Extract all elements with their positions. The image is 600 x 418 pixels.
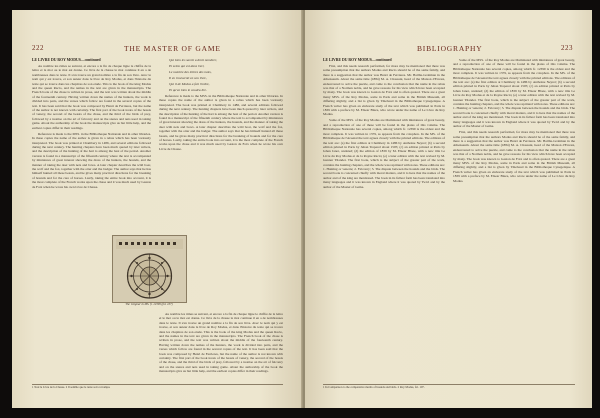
left-col2-text: Reference is made to the MSS. in the Bibliotheque Nationale and in other libraries. In these copies the name of the author is given in a rebus which has been variously interpreted. The book was printed at Chambery in 1486, and several editions followed during the next century. The hunting chapters have been much quoted by later writers, and the description of the hunting of the hart is among the best of the period. Another version is found in a manuscript of the fifteenth century where the text is accompanied by miniatures of great interest showing the dress of the hunters, the hounds, and the manner of taking the deer with nets and bows. A later chapter describes the wild boar, the wolf and the fox, together with the otter and the badger. The author says that he has himself hunted all these beasts, and he gives many practical directions for the breaking of hounds and for the care of horses. Lastly, taking the entire book into account, it is the most complete of the French works upon the chase and it was much used by Gaston de Foix when he wrote his own Livre de Chasse. bbox=[159, 94, 283, 151]
verse-line: Qui bien les saroit a droit nombrer, bbox=[169, 58, 217, 62]
verse-line: Et qu'en bien le voudra lire. bbox=[169, 88, 207, 92]
left-footnote-text: 1 Tout le Livre de la Chasse. 2 Il semble que le texte soit corrompu. bbox=[32, 384, 283, 390]
left-page bbox=[12, 10, 303, 408]
right-page-number: 223 bbox=[561, 44, 573, 52]
verse-line: Il en trouveroit en son livre, bbox=[169, 76, 207, 80]
left-page-number: 222 bbox=[32, 44, 44, 52]
right-running-title: BIBLIOGRAPHY bbox=[417, 44, 483, 53]
plate-caption: The 'enigma' in MS. fr. 12399 (fol. 107) bbox=[125, 302, 173, 306]
right-column-2 bbox=[453, 58, 575, 380]
left-column-2-upper bbox=[159, 58, 283, 228]
right-col2-text: Some of the MSS. of the Roy Modus are illuminated with miniatures of great beauty, and a reproduction of one of these will be found in the plates of this volume. The Bibliotheque Nationale has several copies, among which fr. 12399 is the oldest and the most complete. It was written in 1379, as appears from the colophon. In the MS. of the Bibliotheque de l'Arsenal the text agrees closely with the printed editions. The editions of the text are: (a) the first edition at Chambery in 1486 by Anthoine Neyret; (b) a second edition printed in Paris by Jehan Treperel about 1505; (c) an edition printed at Paris by Jehan Janot, undated; (d) the edition of 1839 by M. Elzear Blaze, with a new title Le Livre du Roy Modus et de la Royne Racio; (e) a later edition with the text revised by M. Gunnar Tilander. The first book, which is the subject of the greater part of the work, contains the hunting chapters, and the whole was reprinted with notes. These editions are: 1. Hunting or venerie; 2. Falconry; 3. The dispute between the hounds and the birds. The second book is concerned chiefly with moral matters, and it is here that the names of the author and of the king are mentioned. The book in its fullest form has been translated into many languages and it was known in England where it was quoted by Twici and by the author of the Master of Game. bbox=[453, 58, 575, 129]
right-col2-text-cont: First, and this needs research performed, for more may be mentioned that there was some presumption that the authors Modus and Racio should be of the same family, and there is a suggestion that the author was Henri de Ferrieres. Mr. Baillie-Grohman in the Athenaeum. About the same time (1884) M. A. Chassant, head of the Maison d'Erreux, endeavoured to solve the puzzle, and came to the conclusion that the name in the rebus was that of a Norman noble, and he gave reasons for his view which have been accepted by many. The book was known to Gaston de Foix and is often quoted. There are a great many MSS. of the Roy Modus, some in Paris and some in the British Museum, all differing slightly, and a list is given by Thiebaud in the Bibliotheque Cynegetique. A French writer has given an elaborate study of the text which was published in Paris in 1839 with a preface by M. Elzear Blaze, who wrote under the name of Le Livre du Roy Modus. bbox=[453, 130, 575, 183]
right-col1-heading: LE LIVRE DU ROY MODUS—continued bbox=[323, 58, 392, 62]
enigma-plate-illustration bbox=[112, 235, 187, 303]
right-page bbox=[305, 10, 592, 408]
left-col2-lower-text: Au nombre les rimes se suivent, et encore a la fin de chaque ligne le chiffre de la lettre et le mot ou le mot est donne. Ce livre de la chasse le mot continue il en a de nombreuses dans le texte. Il s'en trouve un grand nombre a la fin de son livre. Avec le nom qui y est trouve, et son auteur dans le livre de Roy Modus, et dans l'histoire du texte qui se trouve dans les chapitres de son etude. This is the book of the king Modus and the queen Racio, and the names in the text are given in the manuscripts. The French book of the chase is written in prose, and the text was written about the middle of the fourteenth century. Having written down the names of the hunters, the work is divided into parts, and the verses which follow are found in the several copies of the text. It has been said that the book was composed by Henri de Ferrieres, but the name of the author is not known with certainty. The first part of the book treats of the beasts of venery, the second of the beasts of the chase, and the third of the birds of prey, followed by a treatise on the art of falconry and on the snares and nets used in taking game. About the authorship of the book the manuscripts give us but little help, and the earliest copies differ in their readings. bbox=[159, 312, 283, 374]
right-footnotes bbox=[323, 382, 575, 392]
left-running-title: THE MASTER OF GAME bbox=[124, 44, 221, 53]
right-col1-text-cont: Some of the MSS. of the Roy Modus are illuminated with miniatures of great beauty, and a reproduction of one of these will be found in the plates of this volume. The Bibliotheque Nationale has several copies, among which fr. 12399 is the oldest and the most complete. It was written in 1379, as appears from the colophon. In the MS. of the Bibliotheque de l'Arsenal the text agrees closely with the printed editions. The editions of the text are: (a) the first edition at Chambery in 1486 by Anthoine Neyret; (b) a second edition printed in Paris by Jehan Treperel about 1505; (c) an edition printed at Paris by Jehan Janot, undated; (d) the edition of 1839 by M. Elzear Blaze, with a new title Le Livre du Roy Modus et de la Royne Racio; (e) a later edition with the text revised by M. Gunnar Tilander. The first book, which is the subject of the greater part of the work, contains the hunting chapters, and the whole was reprinted with notes. These editions are: 1. Hunting or venerie; 2. Falconry; 3. The dispute between the hounds and the birds. The second book is concerned chiefly with moral matters, and it is here that the names of the author and of the king are mentioned. The book in its fullest form has been translated into many languages and it was known in England where it was quoted by Twici and by the author of the Master of Game. bbox=[323, 118, 445, 189]
left-col1-heading: LE LIVRE DU ROY MODUS—continued bbox=[32, 58, 101, 62]
left-column-1 bbox=[32, 58, 151, 380]
verse-block bbox=[159, 58, 283, 92]
right-col1-text: First, and this needs research performed, for more may be mentioned that there was some presumption that the authors Modus and Racio should be of the same family, and there is a suggestion that the author was Henri de Ferrieres. Mr. Baillie-Grohman in the Athenaeum. About the same time (1884) M. A. Chassant, head of the Maison d'Erreux, endeavoured to solve the puzzle, and came to the conclusion that the name in the rebus was that of a Norman noble, and he gave reasons for his view which have been accepted by many. The book was known to Gaston de Foix and is often quoted. There are a great many MSS. of the Roy Modus, some in Paris and some in the British Museum, all differing slightly, and a list is given by Thiebaud in the Bibliotheque Cynegetique. A French writer has given an elaborate study of the text which was published in Paris in 1839 with a preface by M. Elzear Blaze, who wrote under the name of Le Livre du Roy Modus. bbox=[323, 64, 445, 117]
right-footnote-text: 1 In Comparison to the comparative merits of hounds and birds. 2 Roy Modus, fol. 107. bbox=[323, 384, 575, 390]
verse-line: Et selon qui est dans l'art, bbox=[169, 64, 205, 68]
verse-line: Le nombre des lettres des mots, bbox=[169, 70, 212, 74]
open-book bbox=[12, 10, 592, 408]
right-column-1 bbox=[323, 58, 445, 380]
left-col1-text-repeat: Reference is made to the MSS. in the Bibliotheque Nationale and in other libraries. In these copies the name of the author is given in a rebus which has been variously interpreted. The book was printed at Chambery in 1486, and several editions followed during the next century. The hunting chapters have been much quoted by later writers, and the description of the hunting of the hart is among the best of the period. Another version is found in a manuscript of the fifteenth century where the text is accompanied by miniatures of great interest showing the dress of the hunters, the hounds, and the manner of taking the deer with nets and bows. A later chapter describes the wild boar, the wolf and the fox, together with the otter and the badger. The author says that he has himself hunted all these beasts, and he gives many practical directions for the breaking of hounds and for the care of horses. Lastly, taking the entire book into account, it is the most complete of the French works upon the chase and it was much used by Gaston de Foix when he wrote his own Livre de Chasse. bbox=[32, 131, 151, 189]
left-column-2-lower bbox=[159, 312, 283, 380]
left-footnotes bbox=[32, 382, 283, 392]
left-col1-text: Au nombre les rimes se suivent, et encore a la fin de chaque ligne le chiffre de la lettre et le mot ou le mot est donne. Ce livre de la chasse le mot continue il en a de nombreuses dans le texte. Il s'en trouve un grand nombre a la fin de son livre. Avec le nom qui y est trouve, et son auteur dans le livre de Roy Modus, et dans l'histoire du texte qui se trouve dans les chapitres de son etude. This is the book of the king Modus and the queen Racio, and the names in the text are given in the manuscripts. The French book of the chase is written in prose, and the text was written about the middle of the fourteenth century. Having written down the names of the hunters, the work is divided into parts, and the verses which follow are found in the several copies of the text. It has been said that the book was composed by Henri de Ferrieres, but the name of the author is not known with certainty. The first part of the book treats of the beasts of venery, the second of the beasts of the chase, and the third of the birds of prey, followed by a treatise on the art of falconry and on the snares and nets used in taking game. About the authorship of the book the manuscripts give us but little help, and the earliest copies differ in their readings. bbox=[32, 64, 151, 130]
verse-line: Qui il de Modus a fait l'ordre, bbox=[169, 82, 210, 86]
